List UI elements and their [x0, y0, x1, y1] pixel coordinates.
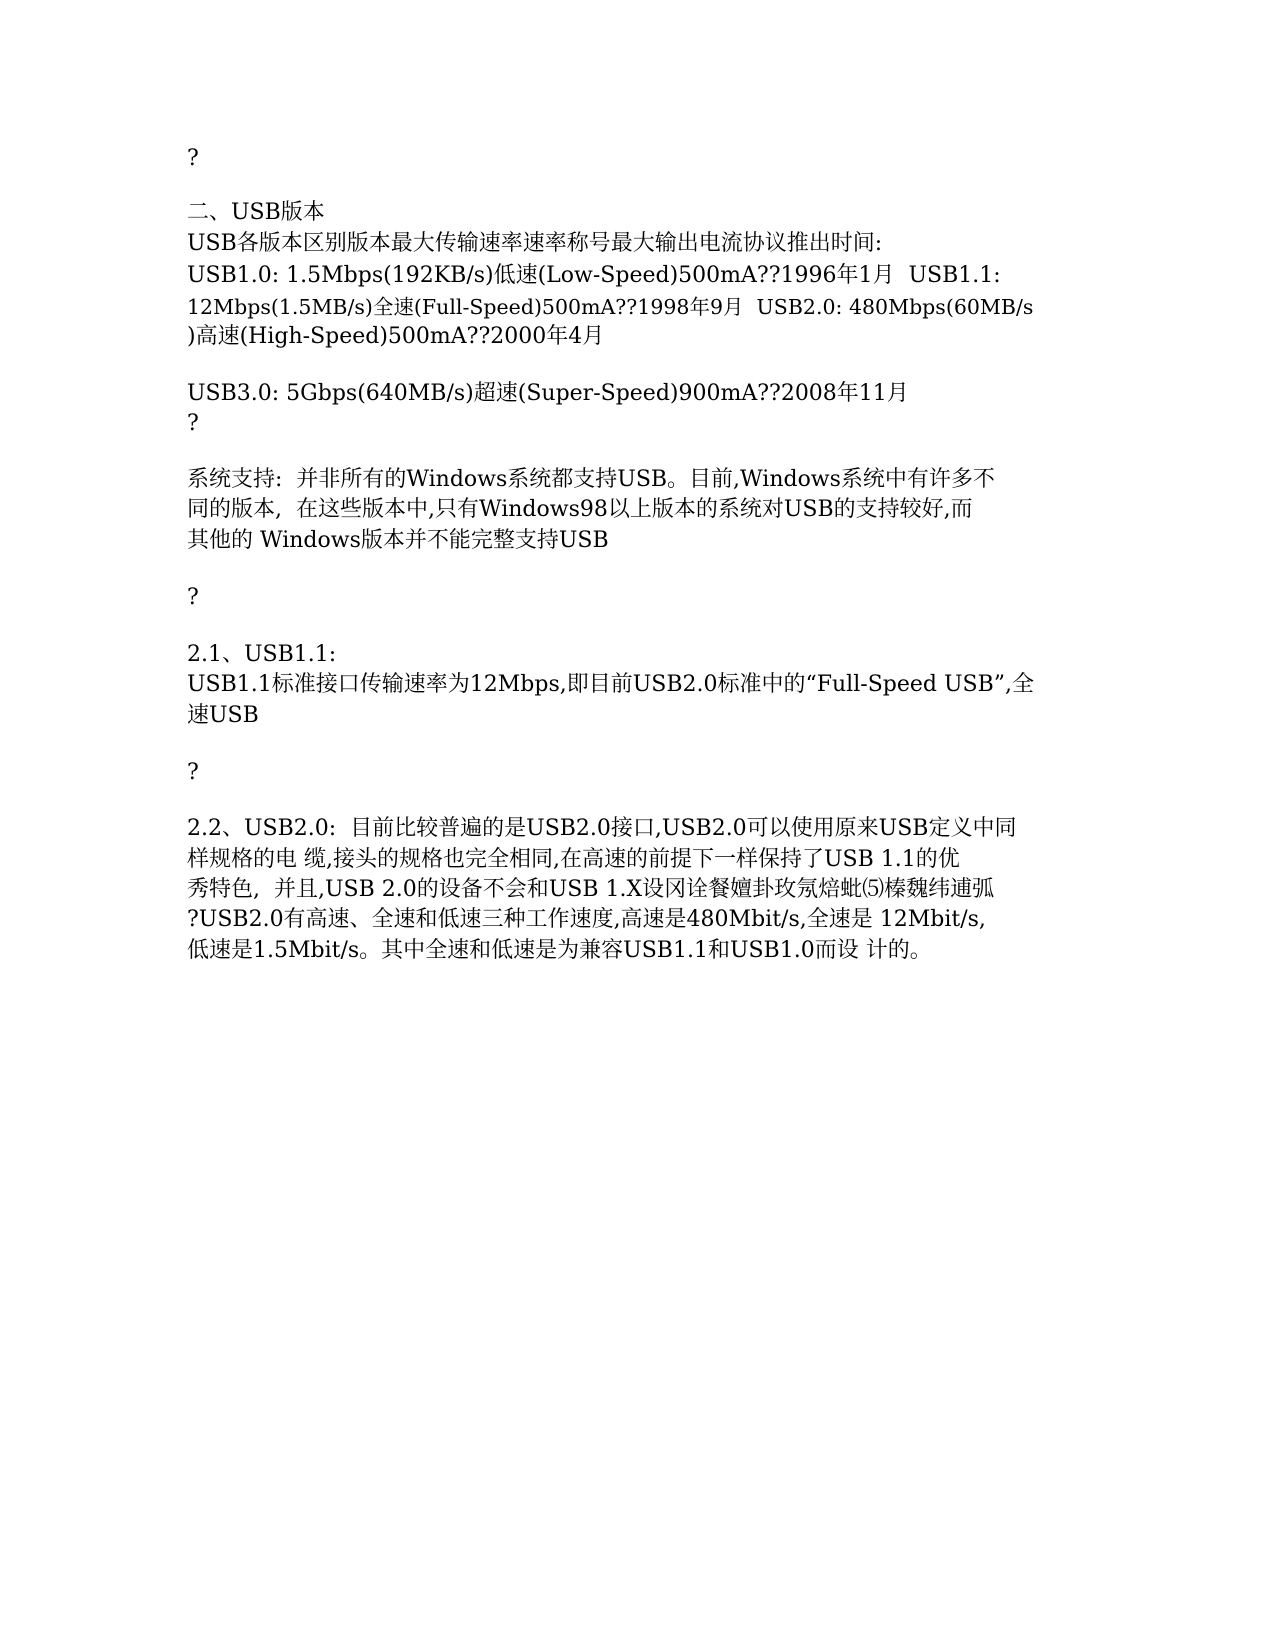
paragraph-line: 样规格的电 缆,接头的规格也完全相同,在高速的前提下一样保持了USB 1.1的优	[187, 847, 960, 872]
section-heading-usb-versions: 二、USB版本	[187, 200, 325, 225]
paragraph-line: ?USB2.0有高速、全速和低速三种工作速度,高速是480Mbit/s,全速是 12Mbit/s,	[187, 907, 986, 932]
paragraph-line: USB3.0: 5Gbps(640MB/s)超速(Super-Speed)900mA??2008年11月	[187, 381, 909, 406]
section-heading-usb-1-1: 2.1、USB1.1:	[187, 642, 337, 667]
paragraph-line: 秀特色, 并且,USB 2.0的设备不会和USB 1.X设冈诠餐嬗卦玫氖焙蚍⑸榛魏纬逋弧	[187, 877, 995, 902]
separator-question-mark: ?	[187, 585, 199, 610]
paragraph-line: USB1.1标准接口传输速率为12Mbps,即目前USB2.0标准中的“Full-Speed USB”,全	[187, 672, 1034, 697]
paragraph-line: 其他的 Windows版本并不能完整支持USB	[187, 528, 609, 553]
paragraph-line: 同的版本, 在这些版本中,只有Windows98以上版本的系统对USB的支持较好,而	[187, 497, 973, 522]
section-heading-usb-2-0: 2.2、USB2.0: 目前比较普遍的是USB2.0接口,USB2.0可以使用原来USB定义中同	[187, 816, 1017, 841]
paragraph-line: 12Mbps(1.5MB/s)全速(Full-Speed)500mA??1998年9月 USB2.0: 480Mbps(60MB/s	[187, 295, 1034, 319]
separator-question-mark: ?	[187, 411, 199, 436]
paragraph-line: 系统支持: 并非所有的Windows系统都支持USB。目前,Windows系统中有许多不	[187, 467, 995, 492]
paragraph-line: USB各版本区别版本最大传输速率速率称号最大输出电流协议推出时间:	[187, 231, 883, 256]
paragraph-line: USB1.0: 1.5Mbps(192KB/s)低速(Low-Speed)500mA??1996年1月 USB1.1:	[187, 263, 1001, 288]
paragraph-line: )高速(High-Speed)500mA??2000年4月	[187, 324, 605, 349]
separator-question-mark: ?	[187, 760, 199, 785]
paragraph-line: 速USB	[187, 703, 259, 728]
separator-question-mark: ?	[187, 146, 199, 171]
paragraph-line: 低速是1.5Mbit/s。其中全速和低速是为兼容USB1.1和USB1.0而设 计的。	[187, 938, 932, 963]
